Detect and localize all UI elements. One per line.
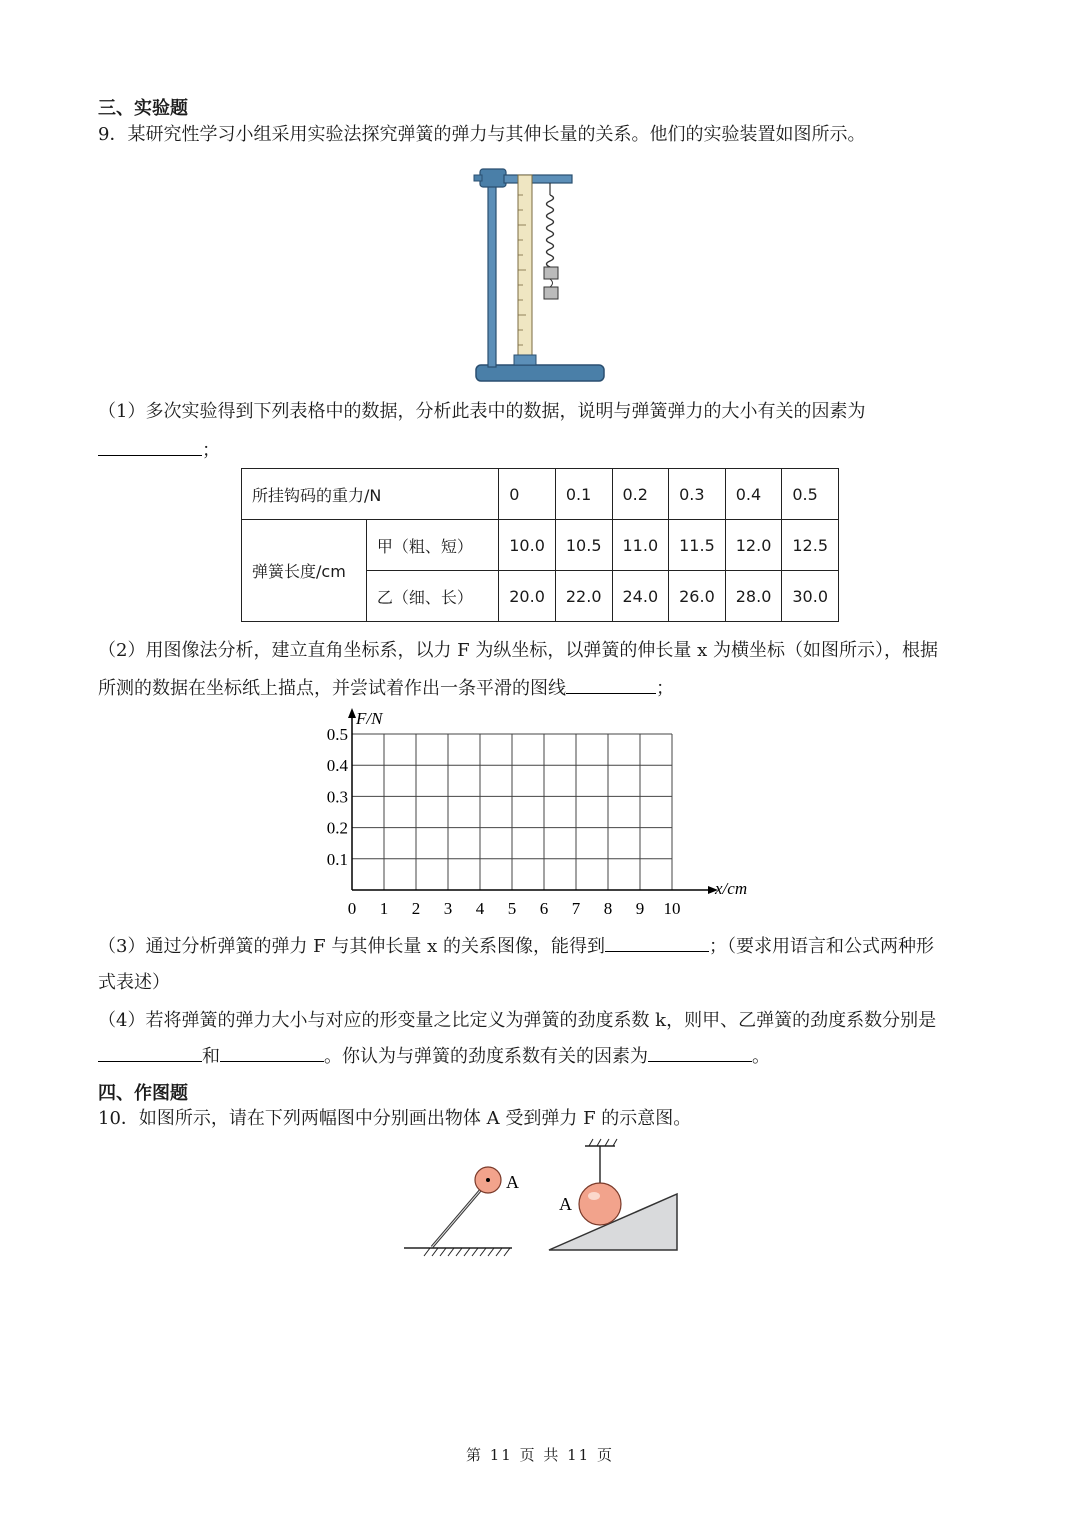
ball-on-incline-figure (545, 1136, 685, 1256)
x-tick-label: 9 (635, 899, 645, 918)
x-tick-label: 1 (379, 899, 389, 918)
ball-on-rod-figure (400, 1158, 520, 1258)
table-cell: 12.5 (782, 520, 839, 571)
x-tick-label: 0 (347, 899, 357, 918)
table-cell: 28.0 (725, 571, 782, 622)
table-cell: 0 (499, 469, 556, 520)
y-axis-arrow (348, 708, 356, 718)
table-row-label: 乙（细、长） (366, 571, 498, 622)
part-3-text: （3）通过分析弹簧的弹力 F 与其伸长量 x 的关系图像，能得到 (98, 936, 605, 957)
table-row-label: 甲（粗、短） (366, 520, 498, 571)
table-header-weight: 所挂钩码的重力/N (242, 469, 499, 520)
question-9-part-2-line-1: （2）用图像法分析，建立直角坐标系，以力 F 为纵坐标，以弹簧的伸长量 x 为横坐标（如图所示），根据 (98, 640, 938, 661)
y-tick-label: 0.2 (326, 818, 348, 838)
spring-data-table (241, 468, 839, 622)
question-9-part-1-answer-line (98, 436, 220, 462)
table-cell: 30.0 (782, 571, 839, 622)
punctuation: ； (656, 678, 674, 699)
answer-blank[interactable] (566, 675, 656, 694)
question-10-stem: 10．如图所示，请在下列两幅图中分别画出物体 A 受到弹力 F 的示意图。 (98, 1108, 692, 1129)
table-cell: 20.0 (499, 571, 556, 622)
table-cell: 11.0 (612, 520, 669, 571)
answer-blank[interactable] (605, 933, 709, 952)
table-cell: 12.0 (725, 520, 782, 571)
spring-apparatus-figure (470, 155, 610, 385)
page-footer: 第 11 页 共 11 页 (465, 1446, 614, 1464)
x-tick-label: 5 (507, 899, 517, 918)
label-a: A (506, 1172, 519, 1192)
table-cell: 10.5 (555, 520, 612, 571)
x-axis-label: x/cm (715, 879, 748, 898)
y-tick-label: 0.1 (326, 849, 348, 869)
punctuation: ； (202, 440, 220, 461)
table-cell: 0.2 (612, 469, 669, 520)
question-9-part-3-line-1 (98, 932, 934, 958)
table-cell: 24.0 (612, 571, 669, 622)
question-9-part-4-line-1: （4）若将弹簧的弹力大小与对应的形变量之比定义为弹簧的劲度系数 k，则甲、乙弹簧的劲度系数分别是 (98, 1010, 937, 1031)
x-tick-label: 7 (571, 899, 581, 918)
table-cell: 26.0 (669, 571, 726, 622)
part-3-text-tail: ；（要求用语言和公式两种形 (708, 936, 934, 957)
table-row (242, 469, 839, 520)
table-row-group-label: 弹簧长度/cm (242, 520, 367, 622)
answer-blank[interactable] (98, 1043, 202, 1062)
x-tick-label: 10 (663, 899, 681, 918)
part-2-text: 所测的数据在坐标纸上描点，并尝试着作出一条平滑的图线 (98, 678, 566, 699)
y-tick-label: 0.4 (326, 756, 348, 776)
punctuation: 。 (752, 1046, 770, 1067)
y-tick-label: 0.3 (326, 787, 348, 807)
x-tick-label: 8 (603, 899, 613, 918)
table-cell: 0.4 (725, 469, 782, 520)
x-tick-label: 2 (411, 899, 421, 918)
y-axis-label: F/N (356, 709, 383, 728)
label-a: A (559, 1194, 572, 1214)
conjunction: 和 (202, 1046, 220, 1067)
table-row (242, 520, 839, 571)
x-tick-label: 3 (443, 899, 453, 918)
answer-blank[interactable] (648, 1043, 752, 1062)
table-cell: 11.5 (669, 520, 726, 571)
x-tick-label: 4 (475, 899, 485, 918)
answer-blank[interactable] (98, 437, 202, 456)
answer-blank[interactable] (220, 1043, 324, 1062)
x-tick-label: 6 (539, 899, 549, 918)
question-9-part-3-line-2: 式表述） (98, 972, 170, 993)
question-9-part-2-line-2 (98, 674, 674, 700)
question-9-stem: 9．某研究性学习小组采用实验法探究弹簧的弹力与其伸长量的关系。他们的实验装置如图所示。 (98, 124, 866, 145)
table-cell: 10.0 (499, 520, 556, 571)
section-title-experiment: 三、实验题 (98, 98, 188, 119)
question-9-part-1: （1）多次实验得到下列表格中的数据，分析此表中的数据，说明与弹簧弹力的大小有关的因素为 (98, 401, 866, 422)
table-cell: 0.5 (782, 469, 839, 520)
question-9-part-4-line-2 (98, 1042, 770, 1068)
table-cell: 0.3 (669, 469, 726, 520)
table-cell: 22.0 (555, 571, 612, 622)
section-title-drawing: 四、作图题 (98, 1083, 188, 1104)
part-4-text: 。你认为与弹簧的劲度系数有关的因素为 (324, 1046, 648, 1067)
coordinate-grid (310, 702, 770, 924)
table-cell: 0.1 (555, 469, 612, 520)
y-tick-label: 0.5 (326, 725, 348, 744)
